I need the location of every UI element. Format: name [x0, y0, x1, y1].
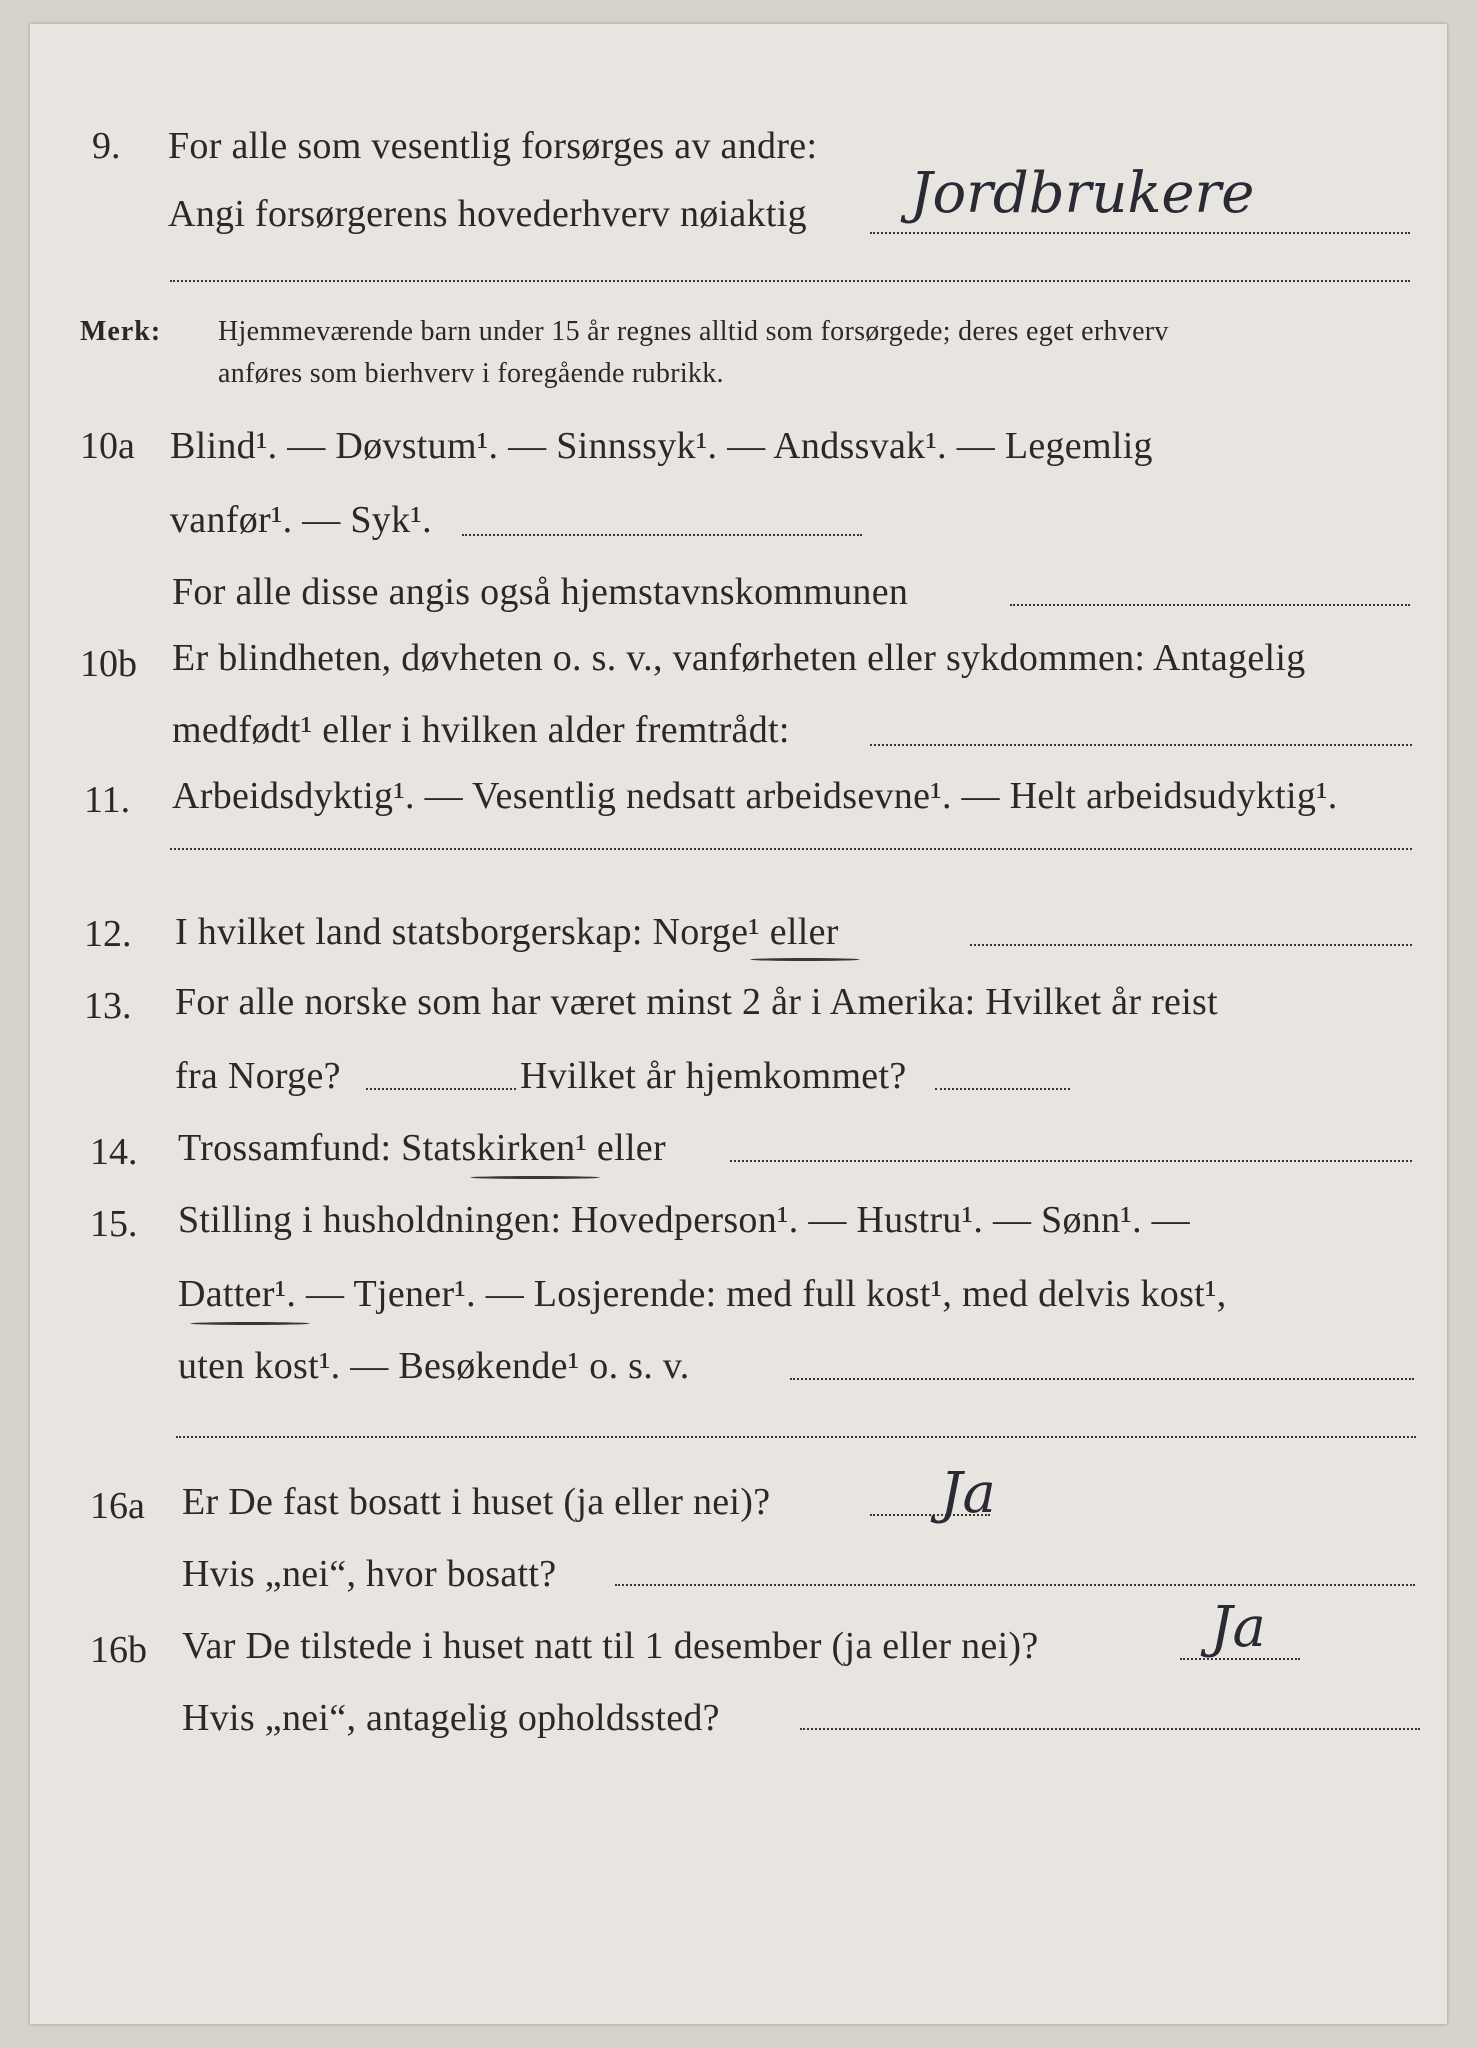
- q16a-text-line2: Hvis „nei“, hvor bosatt?: [182, 1553, 557, 1595]
- q13-number: 13.: [84, 985, 132, 1027]
- q16a-residence-line: [615, 1584, 1415, 1586]
- q13-text-line1: For alle norske som har været minst 2 år i Amerika: Hvilket år reist: [175, 981, 1219, 1023]
- q16a-handwritten-answer: Ja: [940, 1461, 996, 1526]
- q11-answer-line: [170, 848, 1412, 850]
- q11-text-line1: Arbeidsdyktig¹. — Vesentlig nedsatt arbeidsevne¹. — Helt arbeidsudyktig¹.: [172, 775, 1338, 817]
- q15-extra-line: [176, 1436, 1416, 1438]
- q9-extra-line: [170, 280, 1410, 282]
- q16b-text-line1: Var De tilstede i huset natt til 1 desember (ja eller nei)?: [182, 1625, 1039, 1667]
- q16a-text-line1: Er De fast bosatt i huset (ja eller nei)?: [182, 1481, 771, 1523]
- q12-norge-underline: [750, 958, 860, 961]
- q15-text-line1: Stilling i husholdningen: Hovedperson¹. — Hustru¹. — Sønn¹. —: [178, 1199, 1190, 1241]
- q11-number: 11.: [84, 779, 131, 821]
- q13-text-line2a: fra Norge?: [175, 1055, 341, 1097]
- merk-text-line2: anføres som bierhverv i foregående rubrikk.: [218, 358, 724, 389]
- q12-answer-line: [970, 944, 1412, 946]
- merk-label: Merk:: [80, 316, 162, 347]
- q14-number: 14.: [90, 1131, 138, 1173]
- q15-answer-line: [790, 1378, 1414, 1380]
- q10b-number: 10b: [80, 643, 137, 685]
- q10a-number: 10a: [80, 425, 135, 467]
- q9-answer-line: [870, 232, 1410, 234]
- q10a-municipality-line: [1010, 604, 1410, 606]
- q12-text-line1: I hvilket land statsborgerskap: Norge¹ eller: [175, 911, 839, 953]
- q16b-location-line: [800, 1728, 1420, 1730]
- q9-text-line1: For alle som vesentlig forsørges av andre:: [168, 125, 818, 167]
- q9-text-line2: Angi forsørgerens hovederhverv nøiaktig: [168, 193, 807, 235]
- merk-text-line1: Hjemmeværende barn under 15 år regnes alltid som forsørgede; deres eget erhverv: [218, 316, 1169, 347]
- q13-departure-line: [366, 1088, 516, 1090]
- q16b-handwritten-answer: Ja: [1210, 1595, 1266, 1660]
- q9-handwritten-answer: Jordbrukere: [910, 161, 1255, 226]
- census-form-page: [30, 24, 1447, 2024]
- q16b-number: 16b: [90, 1629, 147, 1671]
- q9-number: 9.: [92, 125, 121, 167]
- q14-answer-line: [730, 1160, 1412, 1162]
- q10a-text-line1: Blind¹. — Døvstum¹. — Sinnssyk¹. — Andssvak¹. — Legemlig: [170, 425, 1153, 467]
- q10a-text-line3: For alle disse angis også hjemstavnskommunen: [172, 571, 909, 613]
- q10a-answer-line: [462, 534, 862, 536]
- q10b-text-line2: medfødt¹ eller i hvilken alder fremtrådt:: [172, 709, 790, 751]
- q10b-answer-line: [870, 744, 1412, 746]
- q16a-number: 16a: [90, 1485, 145, 1527]
- q14-statskirken-underline: [470, 1176, 600, 1179]
- q14-text-line1: Trossamfund: Statskirken¹ eller: [178, 1127, 666, 1169]
- q10b-text-line1: Er blindheten, døvheten o. s. v., vanførheten eller sykdommen: Antagelig: [172, 637, 1306, 679]
- q12-number: 12.: [84, 913, 132, 955]
- q15-datter-underline: [190, 1322, 310, 1325]
- q13-text-line2b: Hvilket år hjemkommet?: [520, 1055, 907, 1097]
- q10a-text-line2: vanfør¹. — Syk¹.: [170, 499, 432, 541]
- q13-return-line: [935, 1088, 1070, 1090]
- q15-text-line3: uten kost¹. — Besøkende¹ o. s. v.: [178, 1345, 690, 1387]
- q15-text-line2: Datter¹. — Tjener¹. — Losjerende: med full kost¹, med delvis kost¹,: [178, 1273, 1227, 1315]
- q15-number: 15.: [90, 1203, 138, 1245]
- q16b-text-line2: Hvis „nei“, antagelig opholdssted?: [182, 1697, 720, 1739]
